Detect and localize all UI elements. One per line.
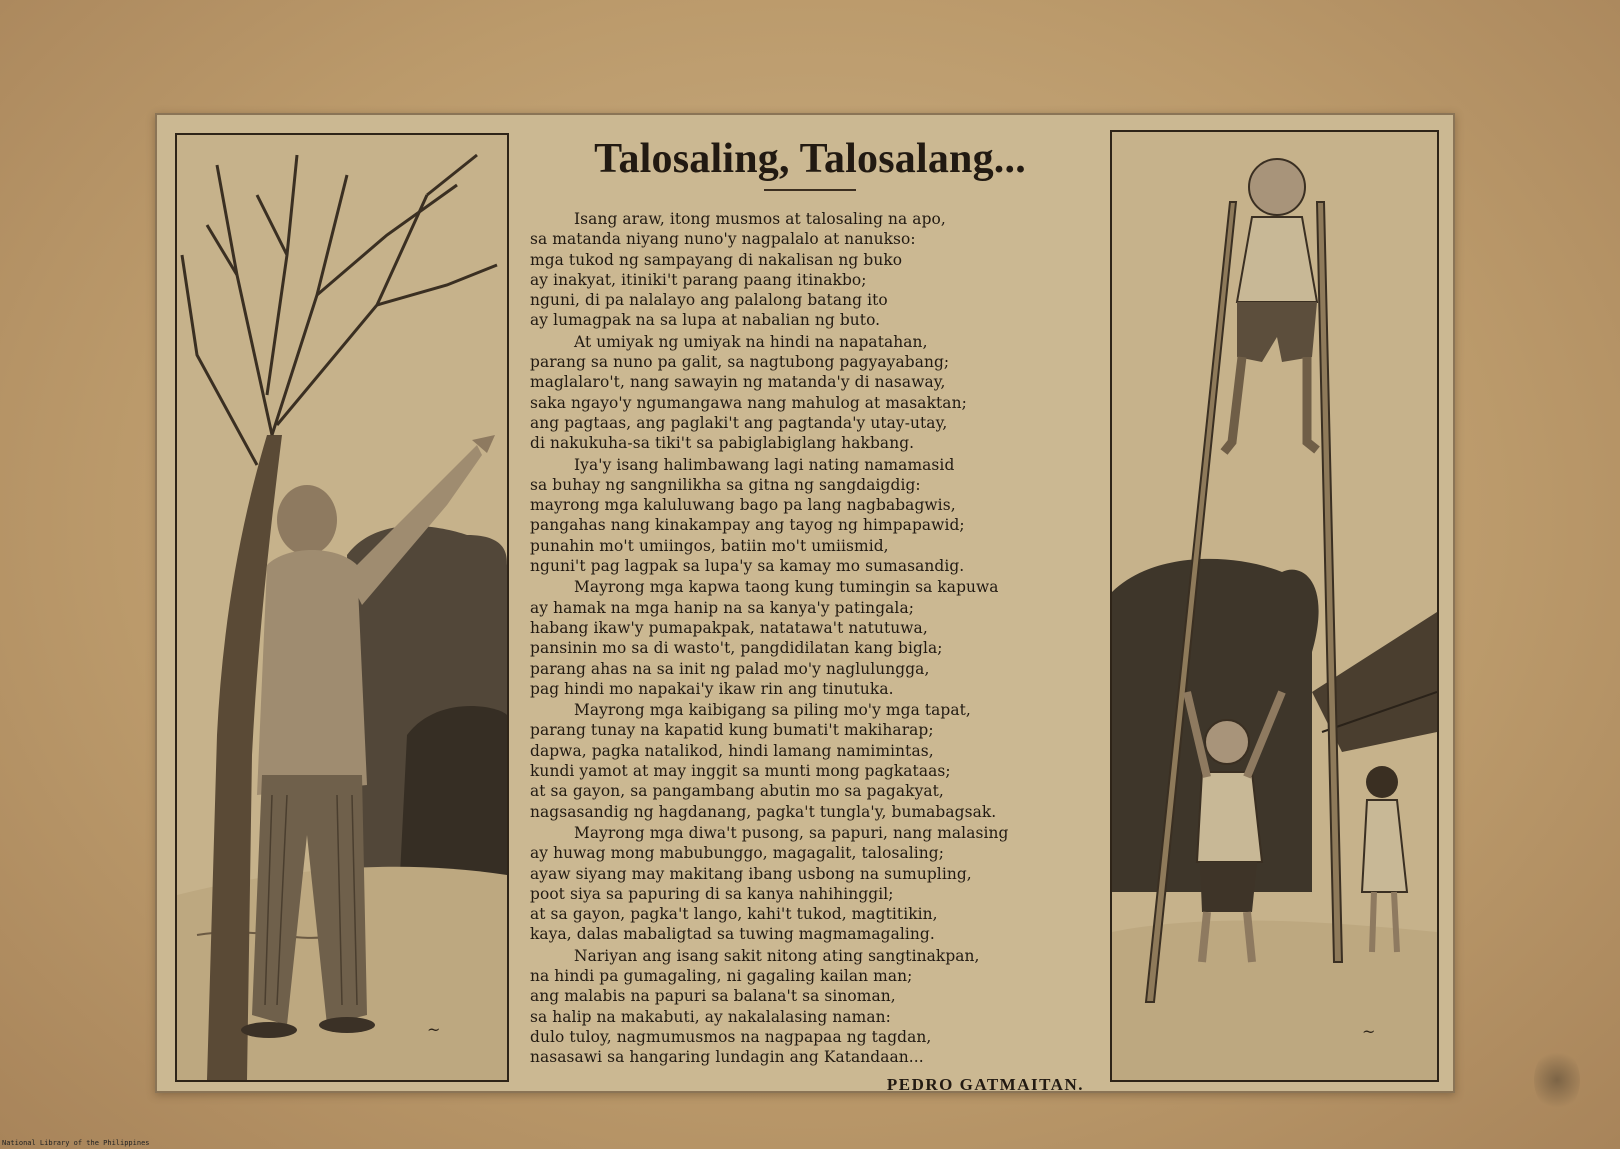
poem-line: ayaw siyang may makitang ibang usbong na sumupling, (530, 864, 972, 883)
poem-line: at sa gayon, sa pangambang abutin mo sa pagakyat, (530, 782, 944, 801)
poem-line: at sa gayon, pagka't lango, kahi't tukod, magtitikin, (530, 905, 938, 924)
poem-line: ay inakyat, itiniki't parang paang itinakbo; (530, 270, 867, 289)
stanza-1 (530, 209, 1090, 331)
poem-line: mga tukod ng sampayang di nakalisan ng buko (530, 250, 903, 269)
poem-line: na hindi pa gumagaling, ni gagaling kailan man; (530, 966, 913, 985)
poem-line: Mayrong mga diwa't pusong, sa papuri, nang malasing (574, 823, 1009, 842)
title-rule (764, 189, 856, 191)
stanza-6 (530, 823, 1090, 945)
boy-on-stilts-drawing (1112, 132, 1437, 1080)
poem-line: punahin mo't umiingos, batiin mo't umiismid, (530, 536, 889, 555)
poem-line: ang pagtaas, ang paglaki't ang pagtanda'y utay-utay, (530, 413, 948, 432)
svg-text:~: ~ (427, 1020, 441, 1039)
illustration-boy-on-stilts (1110, 130, 1439, 1082)
poem-line: pag hindi mo napakai'y ikaw rin ang tinutuka. (530, 679, 894, 698)
stanza-3 (530, 455, 1090, 577)
poem-line: dapwa, pagka natalikod, hindi lamang namimintas, (530, 741, 934, 760)
poem-line: parang tunay na kapatid kung bumati't makiharap; (530, 721, 934, 740)
poem-title: Talosaling, Talosalang... (594, 136, 1026, 182)
poem-line: dulo tuloy, nagmumusmos na nagpapaa ng tagdan, (530, 1027, 932, 1046)
library-credit: National Library of the Philippines (2, 1139, 150, 1147)
poem-line: pangahas nang kinakampay ang tayog ng himpapawid; (530, 516, 965, 535)
poem-line: sa halip na makabuti, ay nakalalasing naman: (530, 1007, 891, 1026)
newspaper-clipping (155, 113, 1455, 1093)
poem-line: parang ahas na sa init ng palad mo'y naglulungga, (530, 659, 930, 678)
poem-line: kundi yamot at may inggit sa munti mong pagkataas; (530, 762, 951, 781)
old-man-tree-drawing (177, 135, 507, 1080)
stanza-5 (530, 700, 1090, 822)
poem-line: maglalaro't, nang sawayin ng matanda'y di nasaway, (530, 373, 946, 392)
poem-line: sa matanda niyang nuno'y nagpalalo at nanukso: (530, 230, 916, 249)
stanza-7 (530, 946, 1090, 1068)
poem-line: Mayrong mga kaibigang sa piling mo'y mga tapat, (574, 701, 971, 720)
poem-line: Mayrong mga kapwa taong kung tumingin sa kapuwa (574, 578, 999, 597)
poem-line: nagsasandig ng hagdanang, pagka't tungla'y, bumabagsak. (530, 802, 997, 821)
stanza-4 (530, 577, 1090, 699)
poem-line: sa buhay ng sangnilikha sa gitna ng sangdaigdig: (530, 475, 921, 494)
poem-line: ay hamak na mga hanip na sa kanya'y patingala; (530, 598, 915, 617)
author-name: PEDRO GATMAITAN. (886, 1075, 1084, 1095)
svg-text:~: ~ (1362, 1022, 1376, 1041)
poem-line: nasasawi sa hangaring lundagin ang Katandaan... (530, 1048, 924, 1067)
poem-line: kaya, dalas mabaligtad sa tuwing magmamagaling. (530, 925, 935, 944)
poem-line: Nariyan ang isang sakit nitong ating sangtinakpan, (574, 946, 980, 965)
poem-line: habang ikaw'y pumapakpak, natatawa't natutuwa, (530, 618, 928, 637)
paper-smudge (1534, 1048, 1580, 1112)
poem-line: parang sa nuno pa galit, sa nagtubong pagyayabang; (530, 353, 950, 372)
poem-line: At umiyak ng umiyak na hindi na napatahan, (574, 332, 928, 351)
poem-line: Iya'y isang halimbawang lagi nating namamasid (574, 455, 955, 474)
poem-column (530, 123, 1090, 1095)
poem-line: nguni't pag lagpak sa lupa'y sa kamay mo sumasandig. (530, 557, 965, 576)
poem-line: ay lumagpak na sa lupa at nabalian ng buto. (530, 311, 881, 330)
poem-line: ang malabis na papuri sa balana't sa sinoman, (530, 987, 896, 1006)
poem-line: di nakukuha-sa tiki't sa pabiglabiglang hakbang. (530, 434, 915, 453)
poem-line: pansinin mo sa di wasto't, pangdidilatan kang bigla; (530, 639, 943, 658)
poem-line: nguni, di pa nalalayo ang palalong batang ito (530, 291, 888, 310)
poem-line: saka ngayo'y ngumangawa nang mahulog at masaktan; (530, 393, 967, 412)
poem-line: ay huwag mong mabubunggo, magagalit, talosaling; (530, 844, 945, 863)
stanza-2 (530, 332, 1090, 454)
illustration-old-man-pointing (175, 133, 509, 1082)
poem-line: poot siya sa papuring di sa kanya nahihinggil; (530, 884, 894, 903)
poem-line: mayrong mga kaluluwang bago pa lang nagbabagwis, (530, 496, 956, 515)
poem-line: Isang araw, itong musmos at talosaling na apo, (574, 210, 946, 228)
